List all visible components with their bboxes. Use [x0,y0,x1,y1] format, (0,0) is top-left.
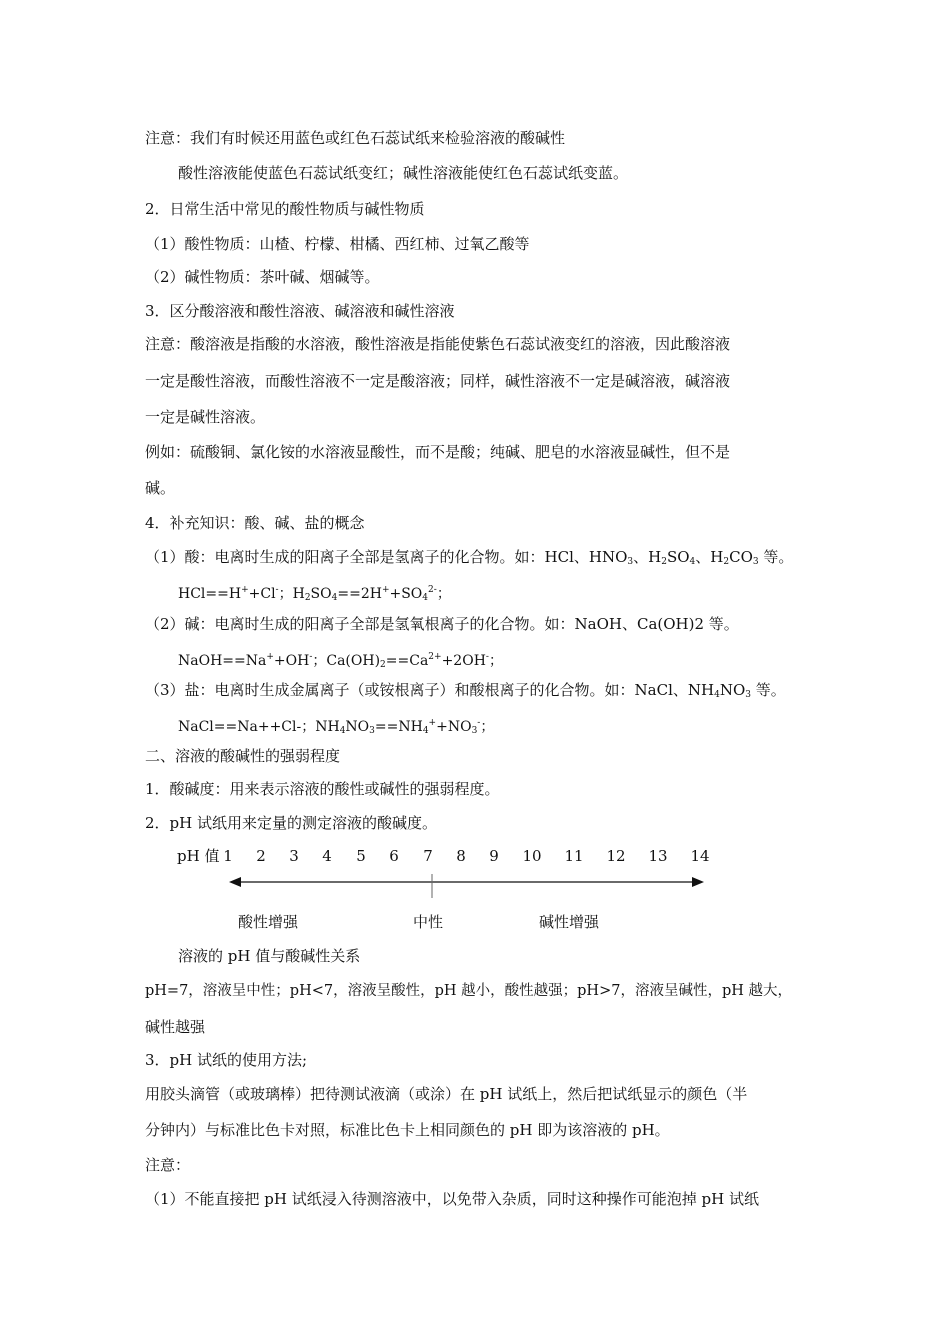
line-heading-2: 2．日常生活中常见的酸性物质与碱性物质 [145,200,425,218]
line-ph-usage-1: 用胶头滴管（或玻璃棒）把待测试液滴（或涂）在 pH 试纸上，然后把试纸显示的颜色（半 [145,1085,748,1103]
ph-tick-8: 8 [456,847,466,865]
line-acid-definition: （1）酸：电离时生成的阳离子全部是氢离子的化合物。如：HCl、$HNO_3$、$H_2SO_4$、$H_2CO_3$ 等。 [145,548,794,567]
ph-tick-12: 12 [606,847,626,865]
line-ph-relation-2: 碱性越强 [145,1018,206,1036]
ph-neutral-label: 中性 [413,913,444,931]
ph-scale-label: pH 值 [177,847,220,865]
line-ph-relation-caption: 溶液的 pH 值与酸碱性关系 [178,947,361,965]
line-heading-4: 4．补充知识：酸、碱、盐的概念 [145,514,365,532]
ph-axis-right-arrow [692,877,704,887]
line-salt-equation: NaCl==Na++Cl-；$NH_4NO_3==NH_4^++NO_3^-$； [178,718,495,736]
ph-axis-left-arrow [229,877,241,887]
line-example-2: 碱。 [145,479,176,497]
line-note-litmus: 注意：我们有时候还用蓝色或红色石蕊试纸来检验溶液的酸碱性 [145,129,566,147]
line-note-1: （1）不能直接把 pH 试纸浸入待测溶液中，以免带入杂质，同时这种操作可能泡掉 pH 试纸 [145,1190,759,1208]
line-note-acid-solution-1: 注意：酸溶液是指酸的水溶液，酸性溶液是指能使紫色石蕊试液变红的溶液，因此酸溶液 [145,335,731,353]
line-acidic-substances: （1）酸性物质：山楂、柠檬、柑橘、西红柿、过氧乙酸等 [145,235,530,253]
ph-base-label: 碱性增强 [539,913,600,931]
line-salt-definition: （3）盐：电离时生成金属离子（或铵根离子）和酸根离子的化合物。如：NaCl、$NH_4NO_3$ 等。 [145,681,786,700]
line-base-equation: NaOH==Na++OH-；$Ca(OH)_2==Ca^{2+}+2OH^-$； [178,652,503,670]
line-heading-ph-usage: 3．pH 试纸的使用方法; [145,1051,308,1069]
line-example-1: 例如：硫酸铜、氯化铵的水溶液显酸性，而不是酸；纯碱、肥皂的水溶液显碱性，但不是 [145,443,731,461]
line-acidity-definition: 1．酸碱度：用来表示溶液的酸性或碱性的强弱程度。 [145,780,500,798]
line-ph-relation-1: pH=7，溶液呈中性；pH<7，溶液呈酸性，pH 越小，酸性越强；pH>7，溶液呈碱性，pH 越大， [145,983,792,999]
ph-tick-13: 13 [648,847,668,865]
line-note-acid-solution-2: 一定是酸性溶液，而酸性溶液不一定是酸溶液；同样，碱性溶液不一定是碱溶液，碱溶液 [145,372,731,390]
line-note-label: 注意： [145,1156,191,1174]
ph-tick-1: 1 [223,847,233,865]
ph-tick-11: 11 [564,847,584,865]
ph-tick-6: 6 [389,847,399,865]
ph-acid-label: 酸性增强 [238,913,299,931]
line-section-two-heading: 二、溶液的酸碱性的强弱程度 [145,747,341,765]
line-note-acid-solution-3: 一定是碱性溶液。 [145,408,266,426]
ph-tick-14: 14 [690,847,710,865]
line-litmus-effect: 酸性溶液能使蓝色石蕊试纸变红；碱性溶液能使红色石蕊试纸变蓝。 [178,164,629,182]
line-ph-usage-2: 分钟内）与标准比色卡对照，标准比色卡上相同颜色的 pH 即为该溶液的 pH。 [145,1121,670,1139]
ph-tick-5: 5 [356,847,366,865]
ph-tick-3: 3 [289,847,299,865]
ph-tick-7: 7 [423,847,433,865]
ph-tick-4: 4 [322,847,332,865]
ph-tick-9: 9 [489,847,499,865]
line-base-definition: （2）碱：电离时生成的阳离子全部是氢氧根离子的化合物。如：NaOH、Ca(OH)2 等。 [145,615,739,633]
ph-tick-10: 10 [522,847,542,865]
line-acid-equation: HCl==H++Cl-；$H_2SO_4==2H^++SO_4^{2-}$； [178,585,451,603]
line-ph-paper: 2．pH 试纸用来定量的测定溶液的酸碱度。 [145,814,437,832]
line-basic-substances: （2）碱性物质：茶叶碱、烟碱等。 [145,268,380,286]
ph-tick-2: 2 [256,847,266,865]
line-heading-3: 3．区分酸溶液和酸性溶液、碱溶液和碱性溶液 [145,302,455,320]
